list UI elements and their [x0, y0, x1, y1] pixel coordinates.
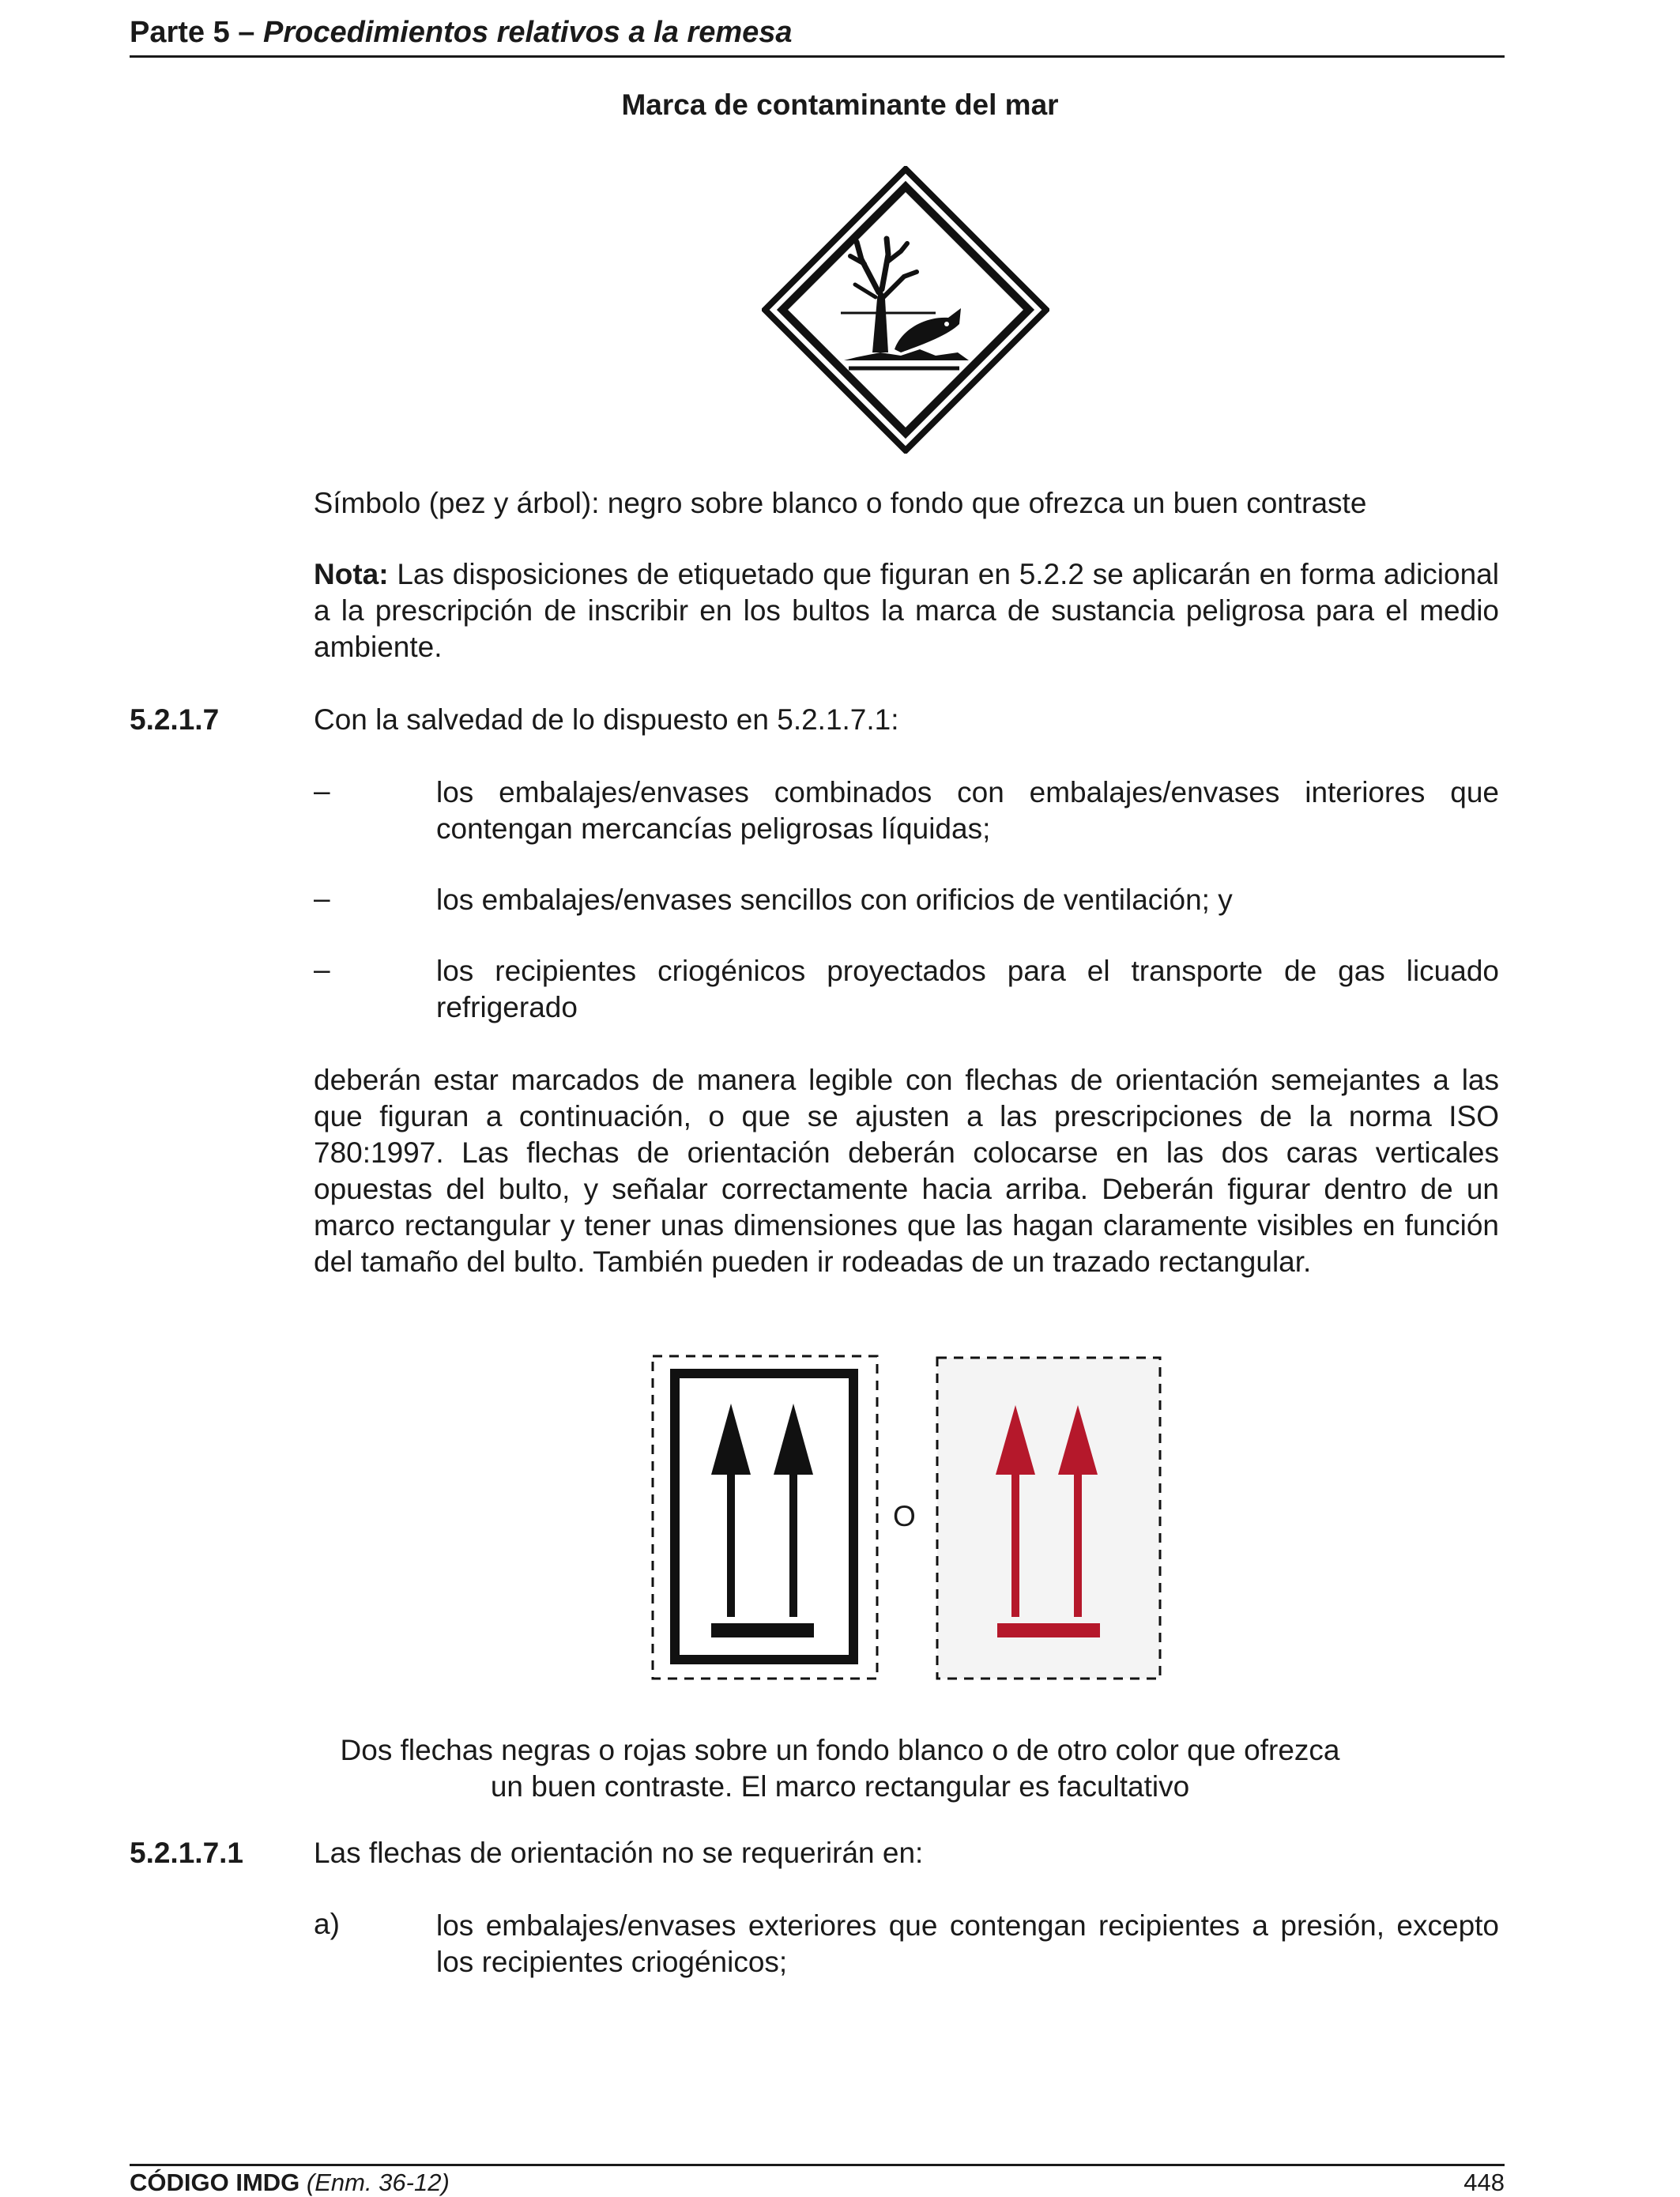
list-item: los embalajes/envases exteriores que contengan recipientes a presión, excepto los recipientes criogénicos;	[436, 1909, 1499, 1978]
section-number-5-2-1-7-1: 5.2.1.7.1	[130, 1837, 244, 1869]
list-item: los recipientes criogénicos proyectados para el transporte de gas licuado refrigerado	[436, 955, 1499, 1023]
marine-pollutant-mark	[762, 166, 1049, 454]
or-separator: O	[893, 1500, 916, 1532]
list-item: los embalajes/envases sencillos con orificios de ventilación; y	[436, 884, 1233, 916]
section-intro-5-2-1-7: Con la salvedad de lo dispuesto en 5.2.1.7.1:	[314, 703, 899, 736]
footer-code-name: CÓDIGO IMDG	[130, 2169, 307, 2196]
symbol-caption: Símbolo (pez y árbol): negro sobre blanco o fondo que ofrezca un buen contraste	[313, 487, 1367, 519]
item-label-a: a)	[314, 1908, 340, 1940]
header-title: Procedimientos relativos a la remesa	[263, 16, 793, 49]
section-number-5-2-1-7: 5.2.1.7	[130, 703, 220, 736]
list-item: los embalajes/envases combinados con embalajes/envases interiores que contengan mercancías peligrosas líquidas;	[436, 776, 1499, 845]
footer-amendment: (Enm. 36-12)	[306, 2169, 450, 2196]
footer-rule	[130, 2164, 1505, 2166]
page-header	[130, 14, 1505, 58]
note-text: Las disposiciones de etiquetado que figuran en 5.2.2 se aplicarán en forma adicional a la prescripción de inscribir en los bultos la marca de sustancia peligrosa para el medio ambiente.	[314, 558, 1499, 663]
arrows-caption-line1: Dos flechas negras o rojas sobre un fondo blanco o de otro color que ofrezca	[340, 1734, 1340, 1766]
section-intro-5-2-1-7-1: Las flechas de orientación no se requerirán en:	[314, 1837, 924, 1869]
header-part: Parte 5 –	[130, 16, 263, 49]
list-dash: –	[314, 953, 330, 985]
list-dash: –	[314, 774, 330, 807]
arrows-caption-line2: un buen contraste. El marco rectangular es facultativo	[490, 1770, 1190, 1803]
footer-code	[130, 2169, 450, 2197]
orientation-arrows-paragraph: deberán estar marcados de manera legible con flechas de orientación semejantes a las que figuran a continuación, o que se ajusten a las prescripciones de la norma ISO 780:1997. Las flechas de orientación deberán colocarse en las dos caras verticales opuestas del bulto, y señalar correctamente hacia arriba. Deberán figurar dentro de un marco rectangular y tener unas dimensiones que las hagan claramente visibles en función del tamaño del bulto. También pueden ir rodeadas de un trazado rectangular.	[314, 1064, 1499, 1278]
note-paragraph	[314, 556, 1499, 665]
note-label: Nota:	[314, 558, 389, 590]
list-dash: –	[314, 882, 330, 914]
fish-and-tree-icon	[762, 166, 1049, 454]
header-text	[130, 16, 793, 50]
marine-pollutant-title: Marca de contaminante del mar	[621, 89, 1059, 121]
page-number: 448	[1463, 2169, 1505, 2196]
